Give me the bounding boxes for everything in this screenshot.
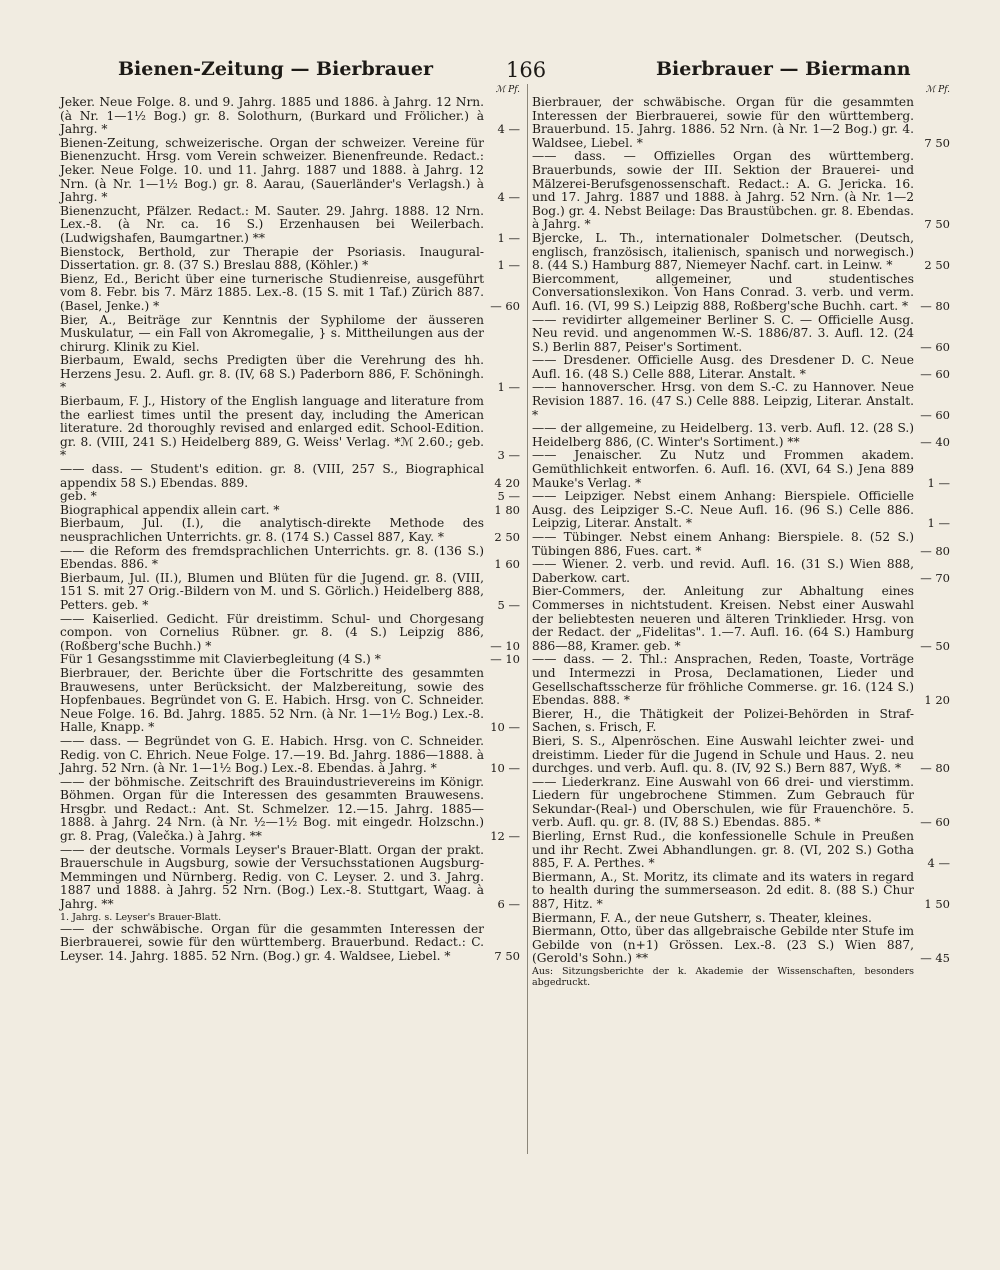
- entry-price: 1 —: [497, 230, 520, 245]
- entry-price: 5 —: [497, 489, 520, 504]
- entry-text: —— dass. — Student's edition. gr. 8. (VIII, 257 S., Biographical appendix 58 S.) Ebendas. 889.: [60, 462, 484, 490]
- catalog-entry: [60, 273, 520, 314]
- entry-price: 4 —: [497, 190, 520, 205]
- catalog-entry: [532, 653, 950, 707]
- entry-text: —— Wiener. 2. verb. und revid. Aufl. 16. (31 S.) Wien 888, Daberkow. cart.: [532, 557, 914, 585]
- currency-header-left: ℳ Pf.: [495, 85, 520, 95]
- entry-text: 1. Jahrg. s. Leyser's Brauer-Blatt.: [60, 911, 222, 923]
- entry-price: — 45: [920, 951, 950, 966]
- catalog-entry: [60, 844, 520, 912]
- entry-text: —— der schwäbische. Organ für die gesammten Interessen der Bierbrauerei, sowie für den württemberg. Brauerbund. Redact.: C. Leyser. 14. Jahrg. 1885. 52 Nrn. (Bog.) gr. 4. Waldsee, Liebel. *: [60, 921, 484, 963]
- catalog-entry: [532, 912, 950, 926]
- catalog-entry: [60, 923, 520, 964]
- entry-price: — 80: [920, 543, 950, 558]
- column-divider: [527, 84, 528, 1154]
- entry-price: 4 —: [927, 856, 950, 871]
- entry-price: — 40: [920, 434, 950, 449]
- entry-text: Bierbrauer, der. Berichte über die Fortschritte des gesammten Brauwesens, unter Berücksicht. der Malzbereitung, sowie des Hopfenbaues. Begründet von G. E. Habich. Hrsg. von C. Schneider. Neue Folge. 16. Bd. Jahrg. 1885. 52 Nrn. (à Nr. 1—1½ Bog.) Lex.-8. Halle, Knapp. *: [60, 665, 484, 735]
- catalog-entry: [532, 449, 950, 490]
- entry-price: 6 —: [497, 897, 520, 912]
- entry-text: Aus: Sitzungsberichte der k. Akademie der Wissenschaften, besonders abgedruckt.: [532, 966, 914, 988]
- catalog-entry: [60, 246, 520, 273]
- entry-text: —— dass. — Offizielles Organ des württemberg. Brauerbunds, sowie der III. Sektion der Brauerei- und Mälzerei-Berufsgenossenschaft. Redact.: A. G. Jericka. 16. und 17. Jahrg. 1887 und 1888. à Jahrg. 52 Nrn. (à Nr. 1—2 Bog.) gr. 4. Nebst Beilage: Das Braustübchen. gr. 8. Ebendas. à Jahrg. *: [532, 149, 914, 232]
- catalog-entry: [532, 381, 950, 422]
- catalog-entry: [60, 912, 520, 923]
- entry-text: Bierer, H., die Thätigkeit der Polizei-Behörden in Straf-Sachen, s. Frisch, F.: [532, 706, 914, 735]
- entry-text: —— Kaiserlied. Gedicht. Für dreistimm. Schul- und Chorgesang compon. von Cornelius Rübner. gr. 8. (4 S.) Leipzig 886, (Roßberg'sche Buchh.) *: [60, 611, 484, 653]
- entry-text: Biermann, F. A., der neue Gutsherr, s. Theater, kleines.: [532, 910, 872, 925]
- entry-price: — 60: [920, 339, 950, 354]
- catalog-entry: [60, 776, 520, 844]
- entry-price: 1 —: [927, 516, 950, 531]
- entry-text: —— revidirter allgemeiner Berliner S. C. — Officielle Ausg. Neu revid. und angenommen W.-S. 1886/87. 3. Aufl. 12. (24 S.) Berlin 887, Peiser's Sortiment.: [532, 312, 914, 354]
- entry-price: 7 50: [494, 948, 520, 963]
- catalog-entry: [532, 232, 950, 273]
- entry-text: Jeker. Neue Folge. 8. und 9. Jahrg. 1885 und 1886. à Jahrg. 12 Nrn. (à Nr. 1—1½ Bog.) gr. 8. Solothurn, (Burkard und Frölicher.) à Jahrg. *: [60, 95, 484, 137]
- entry-price: — 10: [490, 652, 520, 667]
- entry-price: — 70: [920, 570, 950, 585]
- entry-text: —— der böhmische. Zeitschrift des Brauindustrievereins im Königr. Böhmen. Organ für die Interessen des gesammten Brauwesens. Hrsgbr. und Redact.: Ant. St. Schmelzer. 12.—15. Jahrg. 1885—1888. à Jahrg. 24 Nrn. (à Nr. ½—1½ Bog. mit eingedr. Holzschn.) gr. 8. Prag, (Valečka.) à Jahrg. **: [60, 774, 484, 844]
- entry-price: — 50: [920, 638, 950, 653]
- entry-price: 4 —: [497, 122, 520, 137]
- entry-price: 3 —: [497, 448, 520, 463]
- entry-price: 1 60: [494, 557, 520, 572]
- catalog-entry: [60, 395, 520, 463]
- catalog-entry: [60, 96, 520, 137]
- catalog-entry: [532, 925, 950, 966]
- entry-text: Bienz, Ed., Bericht über eine turnerische Studienreise, ausgeführt vom 8. Febr. bis 7. März 1885. Lex.-8. (15 S. mit 1 Taf.) Zürich 887. (Basel, Jenke.) *: [60, 271, 484, 313]
- entry-price: — 80: [920, 298, 950, 313]
- entry-price: — 80: [920, 761, 950, 776]
- left-column: [60, 84, 520, 963]
- entry-price: 10 —: [490, 720, 520, 735]
- catalog-entry: [532, 966, 950, 988]
- catalog-entry: [532, 585, 950, 653]
- entry-text: —— hannoverscher. Hrsg. von dem S.-C. zu Hannover. Neue Revision 1887. 16. (47 S.) Celle 888. Leipzig, Literar. Anstalt. *: [532, 380, 914, 422]
- entry-text: —— der deutsche. Vormals Leyser's Brauer-Blatt. Organ der prakt. Brauerschule in Augsburg, sowie der Versuchsstationen Augsburg-Memmingen und Nürnberg. Redig. von C. Leyser. 2. und 3. Jahrg. 1887 und 1888. à Jahrg. 52 Nrn. (Bog.) Lex.-8. Stuttgart, Waag. à Jahrg. **: [60, 842, 484, 912]
- entry-price: — 60: [920, 407, 950, 422]
- right-column: [532, 84, 950, 988]
- entry-text: Bieri, S. S., Alpenröschen. Eine Auswahl leichter zwei- und dreistimm. Lieder für die Jugend in Schule und Haus. 2. neu durchges. und verb. Aufl. qu. 8. (IV, 92 S.) Bern 887, Wyß. *: [532, 733, 914, 776]
- catalog-entry: [60, 490, 520, 504]
- page-number: 166: [506, 58, 547, 82]
- entry-text: Biermann, A., St. Moritz, its climate and its waters in regard to health during the summerseason. 2d edit. 8. (88 S.) Chur 887, Hitz. *: [532, 869, 914, 912]
- catalog-entry: [532, 708, 950, 735]
- entry-text: —— Dresdener. Officielle Ausg. des Dresdener D. C. Neue Aufl. 16. (48 S.) Celle 888, Literar. Anstalt. *: [532, 353, 914, 381]
- catalog-entry: [60, 545, 520, 572]
- catalog-entry: [60, 517, 520, 544]
- entry-price: 1 80: [494, 502, 520, 517]
- entry-price: 10 —: [490, 761, 520, 776]
- entry-text: —— Liederkranz. Eine Auswahl von 66 drei- und vierstimm. Liedern für ungebrochene Stimmen. Zum Gebrauch für Sekundar-(Real-) und Oberschulen, wie für Frauenchöre. 5. verb. Aufl. qu. gr. 8. (IV, 88 S.) Ebendas. 885. *: [532, 774, 914, 830]
- entry-text: Bjercke, L. Th., internationaler Dolmetscher. (Deutsch, englisch, französisch, italienisch, spanisch und norwegisch.) 8. (44 S.) Hamburg 887, Niemeyer Nachf. cart. in Leinw. *: [532, 230, 914, 273]
- catalog-entry: [60, 354, 520, 395]
- entry-price: 7 50: [924, 217, 950, 232]
- entry-price: 4 20: [494, 475, 520, 490]
- entry-text: Für 1 Gesangsstimme mit Clavierbegleitung (4 S.) *: [60, 652, 381, 667]
- entry-price: 1 —: [497, 380, 520, 395]
- catalog-entry: [60, 137, 520, 205]
- entry-text: Bienen-Zeitung, schweizerische. Organ der schweizer. Vereine für Bienenzucht. Hrsg. vom Verein schweizer. Bienenfreunde. Redact.: Jeker. Neue Folge. 10. und 11. Jahrg. 1887 und 1888. à Jahrg. 12 Nrn. (à Nr. 1—1½ Bog.) gr. 8. Aarau, (Sauerländer's Verlagsh.) à Jahrg. *: [60, 135, 484, 205]
- entry-text: Bierbaum, Ewald, sechs Predigten über die Verehrung des hh. Herzens Jesu. 2. Aufl. gr. 8. (IV, 68 S.) Paderborn 886, F. Schöningh. *: [60, 353, 484, 395]
- entry-text: Bierbaum, Jul. (II.), Blumen und Blüten für die Jugend. gr. 8. (VIII, 151 S. mit 27 Orig.-Bildern von M. und S. Görlich.) Heidelberg 888, Petters. geb. *: [60, 570, 484, 612]
- currency-header-right: ℳ Pf.: [925, 85, 950, 95]
- catalog-entry: [532, 531, 950, 558]
- entry-text: —— Tübinger. Nebst einem Anhang: Bierspiele. 8. (52 S.) Tübingen 886, Fues. cart. *: [532, 530, 914, 558]
- entry-price: 12 —: [490, 829, 520, 844]
- entry-text: Biermann, Otto, über das allgebraische Gebilde nter Stufe im Gebilde von (n+1) Grössen. Lex.-8. (23 S.) Wien 887, (Gerold's Sohn.) **: [532, 924, 914, 966]
- entry-text: Bier, A., Beiträge zur Kenntnis der Syphilome der äusseren Muskulatur, — ein Fall von Akromegalie, } s. Mittheilungen aus der chirurg. Klinik zu Kiel.: [60, 312, 484, 354]
- entry-price: — 60: [920, 815, 950, 830]
- entry-text: Bierling, Ernst Rud., die konfessionelle Schule in Preußen und ihr Recht. Zwei Abhandlungen. gr. 8. (VI, 202 S.) Gotha 885, F. A. Perthes. *: [532, 829, 914, 871]
- entry-text: Bienenzucht, Pfälzer. Redact.: M. Sauter. 29. Jahrg. 1888. 12 Nrn. Lex.-8. (à Nr. ca. 16 S.) Erzenhausen bei Weilerbach. (Ludwigshafen, Baumgartner.) **: [60, 203, 484, 245]
- catalog-entry: [60, 314, 520, 355]
- entry-text: Biercomment, allgemeiner, und studentisches Conversationslexikon. Von Hans Conrad. 3. verb. und verm. Aufl. 16. (VI, 99 S.) Leipzig 888, Roßberg'sche Buchh. cart. *: [532, 271, 914, 313]
- catalog-entry: [60, 572, 520, 613]
- catalog-entry: [532, 871, 950, 912]
- catalog-entry: [60, 463, 520, 490]
- catalog-entry: [60, 653, 520, 667]
- catalog-entry: [60, 667, 520, 735]
- entry-price: 7 50: [924, 135, 950, 150]
- entry-price: 1 —: [927, 475, 950, 490]
- entry-price: 1 50: [924, 897, 950, 912]
- catalog-entry: [532, 150, 950, 232]
- catalog-entry: [60, 205, 520, 246]
- catalog-entry: [532, 735, 950, 776]
- entry-text: —— die Reform des fremdsprachlichen Unterrichts. gr. 8. (136 S.) Ebendas. 886. *: [60, 543, 484, 572]
- entry-text: geb. *: [60, 489, 97, 504]
- catalog-entry: [532, 490, 950, 531]
- catalog-entry: [532, 776, 950, 830]
- entry-price: 1 —: [497, 258, 520, 273]
- entry-text: Bierbaum, F. J., History of the English language and literature from the earliest times until the present day, including the American literature. 2d thoroughly revised and enlarged edit. School-Edition. gr. 8. (VIII, 241 S.) Heidelberg 889, G. Weiss' Verlag. *ℳ 2.60.; geb. *: [60, 394, 484, 463]
- entry-text: —— der allgemeine, zu Heidelberg. 13. verb. Aufl. 12. (28 S.) Heidelberg 886, (C. Winter's Sortiment.) **: [532, 421, 914, 449]
- catalog-entry: [532, 558, 950, 585]
- catalog-entry: [532, 273, 950, 314]
- running-head-right: Bierbrauer — Biermann: [656, 58, 911, 80]
- entry-text: Bierbrauer, der schwäbische. Organ für die gesammten Interessen der Bierbrauerei, sowie für den württemberg. Brauerbund. 15. Jahrg. 1886. 52 Nrn. (à Nr. 1—2 Bog.) gr. 4. Waldsee, Liebel. *: [532, 95, 914, 150]
- entry-price: 2 50: [494, 530, 520, 544]
- entry-price: 2 50: [924, 258, 950, 273]
- entry-price: — 10: [490, 638, 520, 653]
- entry-price: — 60: [490, 298, 520, 313]
- catalog-entry: [532, 830, 950, 871]
- entry-text: —— Leipziger. Nebst einem Anhang: Bierspiele. Officielle Ausg. des Leipziger S.-C. Neue Aufl. 16. (96 S.) Celle 886. Leipzig, Literar. Anstalt. *: [532, 489, 914, 531]
- entry-price: 5 —: [497, 597, 520, 612]
- catalog-entry: [532, 314, 950, 355]
- entry-text: Bier-Commers, der. Anleitung zur Abhaltung eines Commerses in nichtstudent. Kreisen. Nebst einer Auswahl der beliebtesten neueren und älteren Trinklieder. Hrsg. von der Redact. der „Fidelitas". 1.—7. Aufl. 16. (64 S.) Hamburg 886—88, Kramer. geb. *: [532, 584, 914, 653]
- entry-text: Biographical appendix allein cart. *: [60, 502, 280, 517]
- entry-price: — 60: [920, 366, 950, 381]
- entry-text: —— dass. — Begründet von G. E. Habich. Hrsg. von C. Schneider. Redig. von C. Ehrich. Neue Folge. 17.—19. Bd. Jahrg. 1886—1888. à Jahrg. 52 Nrn. (à Nr. 1—1½ Bog.) Lex.-8. Ebendas. à Jahrg. *: [60, 733, 484, 776]
- entry-text: —— Jenaischer. Zu Nutz und Frommen akadem. Gemüthlichkeit entworfen. 6. Aufl. 16. (XVI, 64 S.) Jena 889 Mauke's Verlag. *: [532, 448, 914, 490]
- entry-text: Bienstock, Berthold, zur Therapie der Psoriasis. Inaugural-Dissertation. gr. 8. (37 S.) Breslau 888, (Köhler.) *: [60, 244, 484, 273]
- catalog-entry: [532, 354, 950, 381]
- catalog-entry: [532, 96, 950, 150]
- catalog-entry: [532, 422, 950, 449]
- catalog-entry: [60, 504, 520, 518]
- entry-price: 1 20: [924, 693, 950, 708]
- running-head-left: Bienen-Zeitung — Bierbrauer: [118, 58, 433, 80]
- catalog-entry: [60, 613, 520, 654]
- entry-text: Bierbaum, Jul. (I.), die analytisch-direkte Methode des neusprachlichen Unterrichts. gr. 8. (174 S.) Cassel 887, Kay. *: [60, 516, 484, 544]
- entry-text: —— dass. — 2. Thl.: Ansprachen, Reden, Toaste, Vorträge und Intermezzi in Prosa, Declamationen, Lieder und Gesellschaftsscherze für fröhliche Commerse. gr. 16. (124 S.) Ebendas. 888. *: [532, 652, 914, 708]
- catalog-entry: [60, 735, 520, 776]
